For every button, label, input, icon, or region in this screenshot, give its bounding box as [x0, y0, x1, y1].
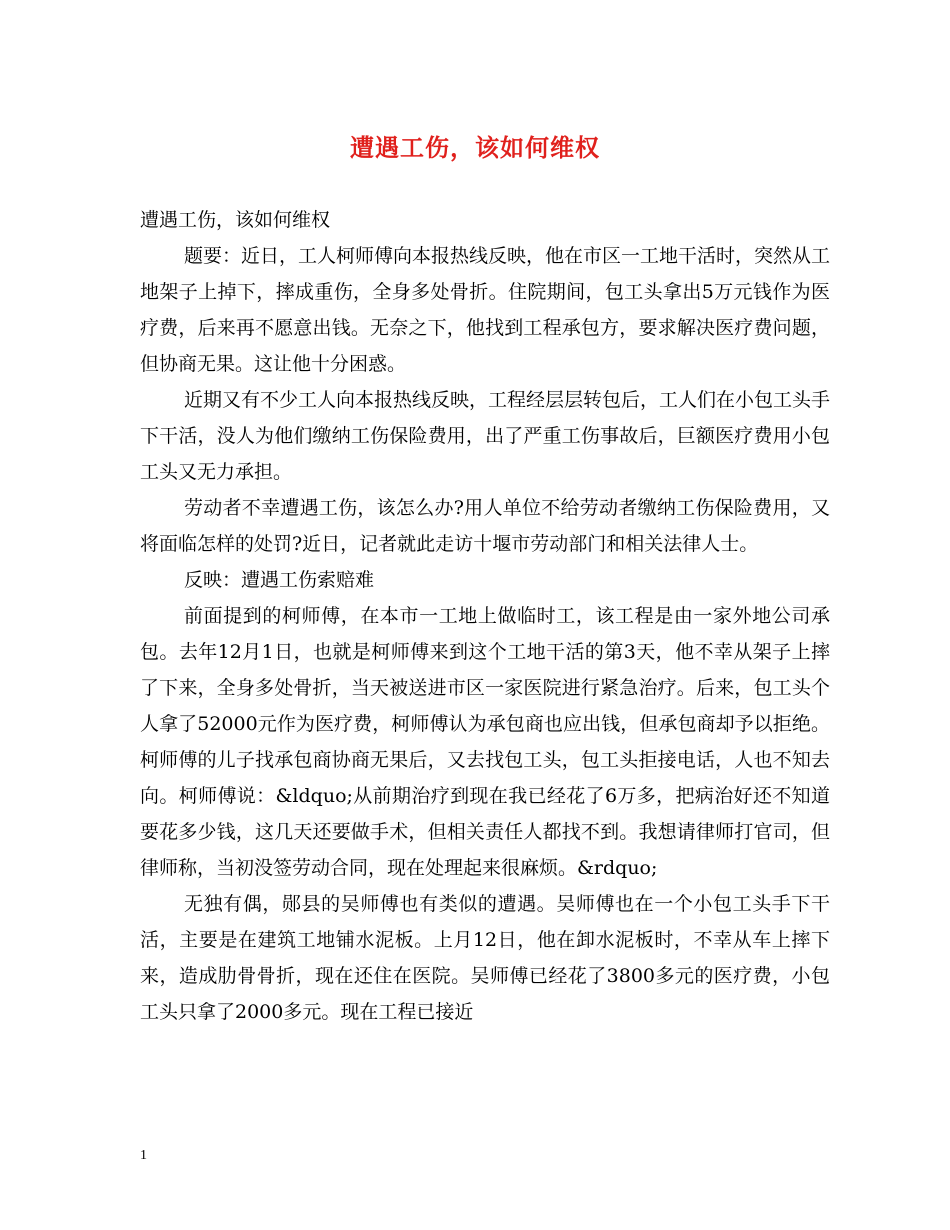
paragraph-case-ke: 前面提到的柯师傅，在本市一工地上做临时工，该工程是由一家外地公司承包。去年12月1日，也就是柯师傅来到这个工地干活的第3天，他不幸从架子上摔了下来，全身多处骨折，当天被送进市区一家医院进行紧急治疗。后来，包工头个人拿了52000元作为医疗费，柯师傅认为承包商也应出钱，但承包商却予以拒绝。柯师傅的儿子找承包商协商无果后，又去找包工头，包工头拒接电话，人也不知去向。柯师傅说：&ldquo;从前期治疗到现在我已经花了6万多，把病治好还不知道要花多少钱，这几天还要做手术，但相关责任人都找不到。我想请律师打官司，但律师称，当初没签劳动合同，现在处理起来很麻烦。&rdquo;: [140, 605, 830, 879]
paragraph-heading: 遭遇工伤，该如何维权: [140, 209, 331, 231]
page-number: 1: [140, 1148, 147, 1163]
section-heading-reflection: 反映：遭遇工伤索赔难: [184, 569, 375, 591]
paragraph-hotline-reports: 近期又有不少工人向本报热线反映，工程经层层转包后，工人们在小包工头手下干活，没人为他们缴纳工伤保险费用，出了严重工伤事故后，巨额医疗费用小包工头又无力承担。: [140, 389, 831, 483]
document-body: [140, 202, 830, 1030]
document-title: 遭遇工伤，该如何维权: [350, 133, 600, 162]
paragraph-summary: 题要：近日，工人柯师傅向本报热线反映，他在市区一工地干活时，突然从工地架子上掉下，摔成重伤，全身多处骨折。住院期间，包工头拿出5万元钱作为医疗费，后来再不愿意出钱。无奈之下，他找到工程承包方，要求解决医疗费问题，但协商无果。这让他十分困惑。: [140, 245, 831, 375]
paragraph-case-wu: 无独有偶，郧县的吴师傅也有类似的遭遇。吴师傅也在一个小包工头手下干活，主要是在建筑工地铺水泥板。上月12日，他在卸水泥板时，不幸从车上摔下来，造成肋骨骨折，现在还住在医院。吴师傅已经花了3800多元的医疗费，小包工头只拿了2000多元。现在工程已接近: [140, 893, 830, 1023]
paragraph-questions: 劳动者不幸遭遇工伤，该怎么办?用人单位不给劳动者缴纳工伤保险费用，又将面临怎样的处罚?近日，记者就此走访十堰市劳动部门和相关法律人士。: [140, 497, 830, 555]
